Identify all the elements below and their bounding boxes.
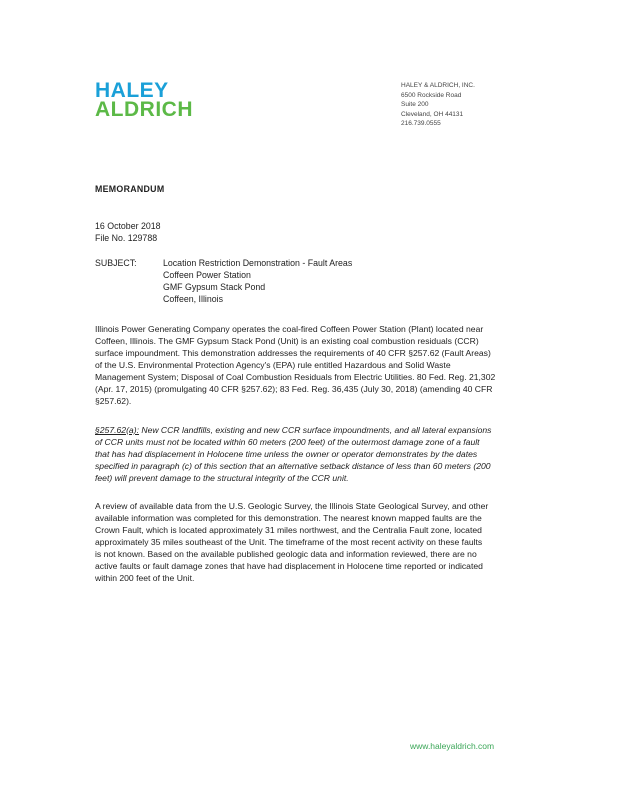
logo-line-aldrich: ALDRICH bbox=[95, 98, 193, 121]
address-line: 6500 Rockside Road bbox=[401, 91, 462, 99]
paragraph-line: is not known. Based on the available published geologic data and information reviewed, there are no bbox=[95, 549, 477, 559]
paragraph-line bbox=[95, 424, 540, 436]
memo-date: 16 October 2018 bbox=[95, 221, 161, 231]
paragraph-line: that has had displacement in Holocene time unless the owner or operator demonstrates by the dates bbox=[95, 449, 478, 459]
subject-label: SUBJECT: bbox=[95, 258, 137, 268]
regulation-citation: §257.62(a): bbox=[95, 425, 139, 435]
memo-date-block bbox=[95, 220, 161, 244]
paragraph-line: Crown Fault, which is located approximately 31 miles northwest, and the Centralia Fault zone, located bbox=[95, 525, 482, 535]
logo-line-haley: HALEY bbox=[95, 79, 169, 102]
paragraph-line: (Apr. 17, 2015) (promulgating 40 CFR §257.62); 83 Fed. Reg. 36,435 (July 30, 2018) (amending 40 CFR bbox=[95, 384, 493, 394]
subject-line: Coffeen, Illinois bbox=[163, 294, 223, 304]
address-line: HALEY & ALDRICH, INC. bbox=[401, 82, 475, 89]
paragraph-line: Coffeen, Illinois. The GMF Gypsum Stack Pond (Unit) is an existing coal combustion residuals (CCR) bbox=[95, 336, 479, 346]
company-logo bbox=[95, 80, 193, 120]
paragraph-line: Management System; Disposal of Coal Combustion Residuals from Electric Utilities. 80 Fed. Reg. 21,302 bbox=[95, 372, 496, 382]
paragraph-line: approximately 35 miles southeast of the Unit. The timeframe of the most recent activity on these faults bbox=[95, 537, 483, 547]
regulation-quote bbox=[95, 424, 540, 484]
subject-line: Coffeen Power Station bbox=[163, 270, 251, 280]
paragraph-line: Illinois Power Generating Company operates the coal-fired Coffeen Power Station (Plant) located near bbox=[95, 324, 484, 334]
findings-paragraph bbox=[95, 500, 540, 584]
paragraph-line: feet) will prevent damage to the structural integrity of the CCR unit. bbox=[95, 473, 349, 483]
paragraph-line: §257.62). bbox=[95, 396, 132, 406]
address-line: 216.739.0555 bbox=[401, 120, 441, 128]
file-number: File No. 129788 bbox=[95, 233, 158, 243]
paragraph-line: of the U.S. Environmental Protection Agency's (EPA) rule entitled Hazardous and Solid Waste bbox=[95, 360, 451, 370]
paragraph-line: available information was completed for this demonstration. The nearest known mapped faults are the bbox=[95, 513, 482, 523]
subject-line: Location Restriction Demonstration - Fault Areas bbox=[163, 258, 353, 268]
address-line: Suite 200 bbox=[401, 101, 429, 109]
website-link[interactable]: www.haleyaldrich.com bbox=[410, 741, 495, 751]
paragraph-line: surface impoundment. This demonstration addresses the requirements of 40 CFR §257.62 (Fault Areas) bbox=[95, 348, 491, 358]
address-line: Cleveland, OH 44131 bbox=[401, 110, 464, 118]
company-address bbox=[401, 81, 475, 129]
paragraph-line: within 200 feet of the Unit. bbox=[95, 573, 195, 583]
quote-text: New CCR landfills, existing and new CCR surface impoundments, and all lateral expansions bbox=[138, 425, 492, 435]
paragraph-line: A review of available data from the U.S. Geologic Survey, the Illinois State Geological Survey, and other bbox=[95, 501, 489, 511]
intro-paragraph bbox=[95, 323, 540, 407]
subject-line: GMF Gypsum Stack Pond bbox=[163, 282, 266, 292]
memo-heading: MEMORANDUM bbox=[95, 184, 165, 194]
paragraph-line: of CCR units must not be located within 60 meters (200 feet) of the outermost damage zone of a fault bbox=[95, 437, 480, 447]
paragraph-line: specified in paragraph (c) of this section that an alternative setback distance of less than 60 meters (200 bbox=[95, 461, 491, 471]
paragraph-line: active faults or fault damage zones that have had displacement in Holocene time reported or indicated bbox=[95, 561, 483, 571]
